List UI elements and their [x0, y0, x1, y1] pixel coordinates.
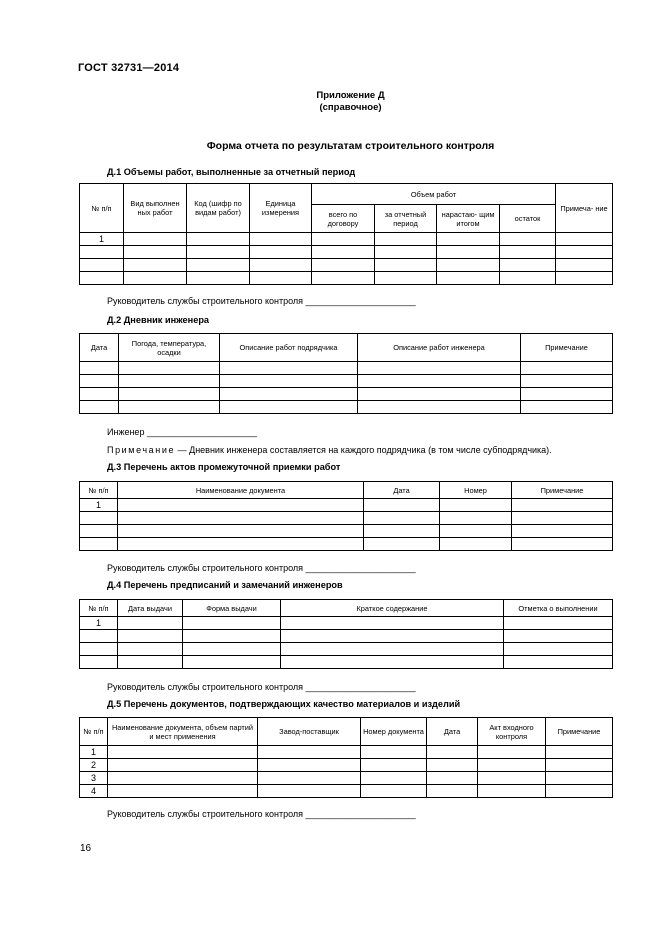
- table-row: [80, 362, 613, 375]
- d1-row-num: [80, 259, 124, 272]
- d5-row-num: 3: [80, 772, 108, 785]
- d5-header-doc-number: Номер документа: [361, 718, 427, 746]
- d1-row-num: [80, 246, 124, 259]
- page-number: 16: [80, 843, 92, 854]
- d1-row-num: [80, 272, 124, 285]
- table-row: [80, 246, 613, 259]
- d5-row-num: 4: [80, 785, 108, 798]
- table-row: [80, 538, 613, 551]
- d5-header-num: № п/п: [80, 718, 108, 746]
- section-d3-title: Д.3 Перечень актов промежуточной приемки работ: [107, 462, 341, 472]
- d3-signature-line: Руководитель службы строительного контроля ______________________: [107, 563, 416, 573]
- document-standard-header: ГОСТ 32731—2014: [78, 62, 180, 74]
- d4-row-num: 1: [80, 617, 118, 630]
- table-row: [80, 512, 613, 525]
- d2-header-engineer-work: Описание работ инженера: [358, 334, 521, 362]
- d5-signature-line: Руководитель службы строительного контроля ______________________: [107, 809, 416, 819]
- d2-remark: [107, 445, 552, 455]
- form-title: Форма отчета по результатам строительного контроля: [206, 140, 495, 152]
- d4-row-num: [80, 630, 118, 643]
- appendix-heading: [0, 90, 661, 114]
- d4-header-num: № п/п: [80, 600, 118, 617]
- d3-header-note: Примечание: [512, 482, 613, 499]
- d3-header-number: Номер: [440, 482, 512, 499]
- d4-header-completion: Отметка о выполнении: [504, 600, 613, 617]
- d4-table: [79, 599, 613, 669]
- section-d1-title: Д.1 Объемы работ, выполненные за отчетный период: [107, 167, 356, 177]
- d5-header-act: Акт входного контроля: [478, 718, 546, 746]
- appendix-title: Приложение Д: [316, 90, 385, 101]
- d3-row-num: 1: [80, 499, 118, 512]
- d3-table: [79, 481, 613, 551]
- d3-header-num: № п/п: [80, 482, 118, 499]
- d4-header-summary: Краткое содержание: [281, 600, 504, 617]
- d5-table: [79, 717, 613, 798]
- d1-header-volume: Объем работ: [312, 184, 556, 205]
- d2-header-weather: Погода, температура, осадки: [119, 334, 220, 362]
- section-d4-title: Д.4 Перечень предписаний и замечаний инженеров: [107, 580, 343, 590]
- d1-header-total: всего по договору: [312, 205, 375, 233]
- d1-header-period: за отчетный период: [375, 205, 437, 233]
- section-d5-title: Д.5 Перечень документов, подтверждающих качество материалов и изделий: [107, 699, 461, 709]
- d1-signature-line: Руководитель службы строительного контроля ______________________: [107, 296, 416, 306]
- d2-header-note: Примечание: [521, 334, 613, 362]
- d1-header-num: № п/п: [80, 184, 124, 233]
- table-row: [80, 630, 613, 643]
- d1-header-kind: Вид выполнен ных работ: [124, 184, 187, 233]
- d4-signature-line: Руководитель службы строительного контроля ______________________: [107, 682, 416, 692]
- d3-header-date: Дата: [364, 482, 440, 499]
- table-row: [80, 617, 613, 630]
- d1-header-remainder: остаток: [500, 205, 556, 233]
- d3-row-num: [80, 512, 118, 525]
- appendix-subtitle: (справочное): [319, 102, 382, 113]
- d4-header-issue-date: Дата выдачи: [118, 600, 183, 617]
- d1-row-num: 1: [80, 233, 124, 246]
- d2-engineer-line: Инженер ______________________: [107, 427, 258, 437]
- table-row: [80, 785, 613, 798]
- table-row: [80, 656, 613, 669]
- d5-row-num: 1: [80, 746, 108, 759]
- d3-row-num: [80, 525, 118, 538]
- d5-header-plant: Завод-поставщик: [258, 718, 361, 746]
- table-row: [80, 746, 613, 759]
- d5-row-num: 2: [80, 759, 108, 772]
- table-row: [80, 259, 613, 272]
- d2-remark-text: — Дневник инженера составляется на каждого подрядчика (в том числе субподрядчика).: [175, 445, 552, 455]
- d3-header-name: Наименование документа: [118, 482, 364, 499]
- d3-row-num: [80, 538, 118, 551]
- section-d2-title: Д.2 Дневник инженера: [107, 315, 210, 325]
- table-row: [80, 401, 613, 414]
- d1-header-note: Примеча- ние: [556, 184, 613, 233]
- table-row: [80, 643, 613, 656]
- table-row: [80, 772, 613, 785]
- table-row: [80, 272, 613, 285]
- table-row: [80, 499, 613, 512]
- d1-table: [79, 183, 613, 285]
- table-row: [80, 375, 613, 388]
- d4-row-num: [80, 643, 118, 656]
- d1-header-code: Код (шифр по видам работ): [187, 184, 250, 233]
- d1-header-unit: Единица измерения: [250, 184, 312, 233]
- d2-remark-label: Примечание: [107, 445, 176, 455]
- d4-header-issue-form: Форма выдачи: [183, 600, 281, 617]
- d5-header-note: Примечание: [546, 718, 613, 746]
- table-row: [80, 759, 613, 772]
- table-row: [80, 525, 613, 538]
- table-row: [80, 233, 613, 246]
- d2-table: [79, 333, 613, 414]
- d5-header-date: Дата: [427, 718, 478, 746]
- d5-header-name: Наименование документа, объем партий и мест применения: [108, 718, 258, 746]
- d1-header-cumulative: нарастаю- щим итогом: [437, 205, 500, 233]
- d4-row-num: [80, 656, 118, 669]
- d2-header-contractor-work: Описание работ подрядчика: [220, 334, 358, 362]
- table-row: [80, 388, 613, 401]
- d2-header-date: Дата: [80, 334, 119, 362]
